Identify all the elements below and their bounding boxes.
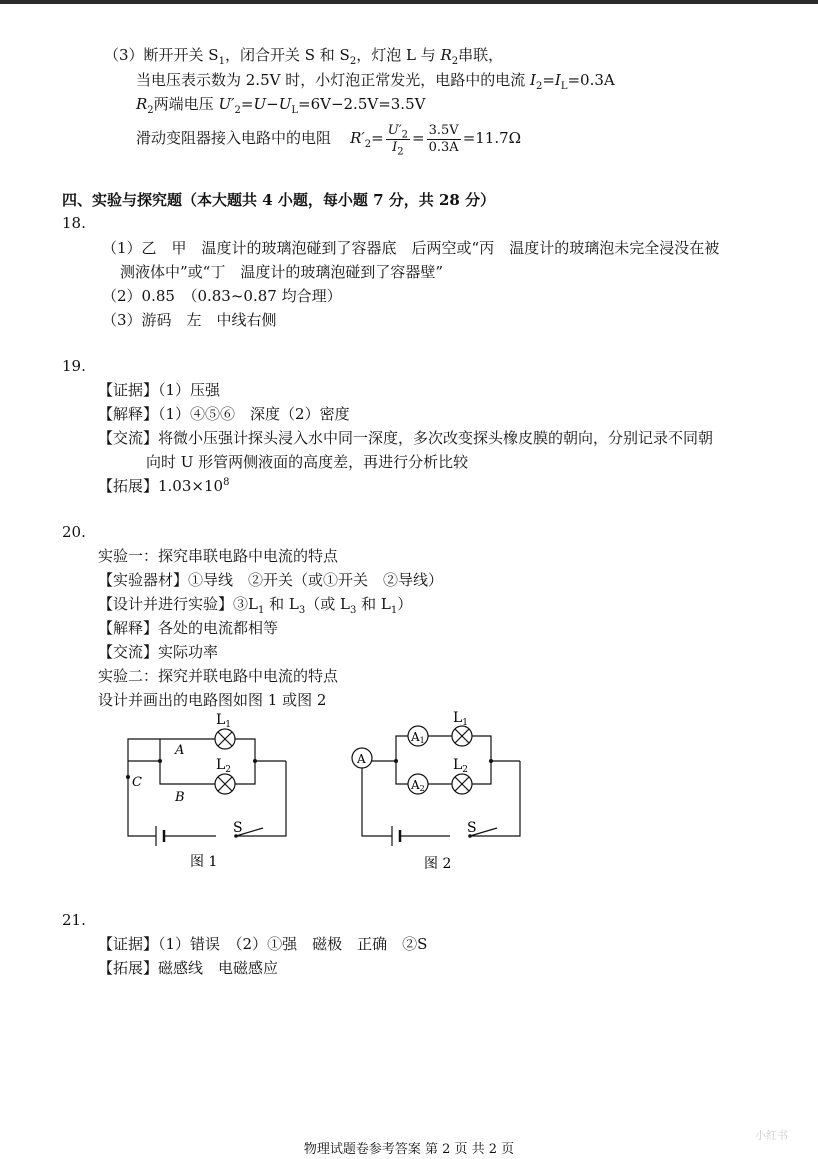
- q19-line-1: 【证据】（1）压强: [98, 381, 221, 399]
- q18-line-3: （2）0.85 （0.83~0.87 均合理）: [102, 287, 342, 305]
- q19-line-3: 【交流】将微小压强计探头浸入水中同一深度，多次改变探头橡皮膜的朝向，分别记录不同朝: [98, 429, 714, 447]
- fig2-ammeter-a2: A2: [411, 778, 425, 793]
- section-4-title: 四、实验与探究题（本大题共 4 小题，每小题 7 分，共 28 分）: [62, 191, 496, 209]
- q17-line-2: 当电压表示数为 2.5V 时，小灯泡正常发光，电路中的电流 $I_2=I_L=0.3A$: [136, 71, 615, 92]
- q19-number: 19.: [62, 357, 86, 375]
- q18-number: 18.: [62, 214, 86, 232]
- q18-line-2: 测液体中”或“丁 温度计的玻璃泡碰到了容器壁”: [120, 263, 444, 281]
- fig1-label-a: A: [175, 743, 185, 758]
- fig1-label-l1: $L_1$: [216, 712, 232, 730]
- resistance-formula: $R'_2=$ $\frac{U'_2}{I_2}$ = $\frac{3.5V}{0.3A}$ =11.7Ω: [350, 122, 522, 158]
- q20-line-1: 实验一：探究串联电路中电流的特点: [98, 547, 339, 565]
- q19-line-4: 向时 U 形管两侧液面的高度差，再进行分析比较: [146, 453, 469, 471]
- q18-line-1: （1）乙 甲 温度计的玻璃泡碰到了容器底 后两空或“丙 温度计的玻璃泡未完全浸没在被: [102, 239, 720, 257]
- top-border: [0, 0, 818, 4]
- fig2-ammeter-a: A: [357, 752, 366, 766]
- watermark: 小红书: [755, 1129, 788, 1142]
- page-footer: 物理试题卷参考答案 第 2 页 共 2 页: [303, 1142, 515, 1157]
- q17-line-1: （3）断开开关 $S_1$，闭合开关 S 和 $S_2$，灯泡 L 与 $R_2$串联，: [104, 46, 504, 67]
- fig1-label-l2: $L_2$: [216, 757, 232, 775]
- fig2-label-l2: $L_2$: [453, 757, 469, 775]
- q20-line-7: 设计并画出的电路图如图 1 或图 2: [98, 691, 327, 709]
- fig1-label-b: B: [175, 790, 185, 805]
- fig2-ammeter-a1: A1: [411, 730, 425, 745]
- q18-line-4: （3）游码 左 中线右侧: [102, 311, 277, 329]
- q20-line-5: 【交流】实际功率: [98, 643, 219, 661]
- fig1-caption: 图 1: [190, 854, 218, 870]
- fig1-label-c: C: [132, 775, 142, 790]
- q20-line-2: 【实验器材】①导线 ②开关（或①开关 ②导线）: [98, 571, 444, 589]
- q20-line-4: 【解释】各处的电流都相等: [98, 619, 279, 637]
- q17-line-4: 滑动变阻器接入电路中的电阻 $R'_2=$ $\frac{U'_2}{I_2}$ = $\frac{3.5V}{0.3A}$ =11.7Ω: [136, 122, 522, 158]
- q20-line-3: 【设计并进行实验】$③L_1$ 和 $L_3$（或 $L_3$ 和 $L_1$）: [98, 595, 413, 616]
- q19-line-5: 【拓展】$1.03\times 10^8$: [98, 477, 230, 495]
- circuit-figure-1: [118, 706, 298, 876]
- q21-line-2: 【拓展】磁感线 电磁感应: [98, 959, 279, 977]
- fig2-caption: 图 2: [424, 856, 452, 872]
- circuit-figure-2: [346, 706, 536, 876]
- fig2-label-s: S: [467, 820, 477, 836]
- q19-line-2: 【解释】（1）④⑤⑥ 深度（2）密度: [98, 405, 350, 423]
- fig1-label-s: S: [233, 820, 243, 836]
- q20-number: 20.: [62, 523, 86, 541]
- q17-line-3: $R_2$两端电压 $U'_2=U-U_L=6V-2.5V=3.5V$: [136, 95, 426, 116]
- q21-number: 21.: [62, 911, 86, 929]
- q21-line-1: 【证据】（1）错误 （2）①强 磁极 正确 ②S: [98, 935, 428, 953]
- q20-line-6: 实验二：探究并联电路中电流的特点: [98, 667, 339, 685]
- fig2-label-l1: $L_1$: [453, 710, 469, 728]
